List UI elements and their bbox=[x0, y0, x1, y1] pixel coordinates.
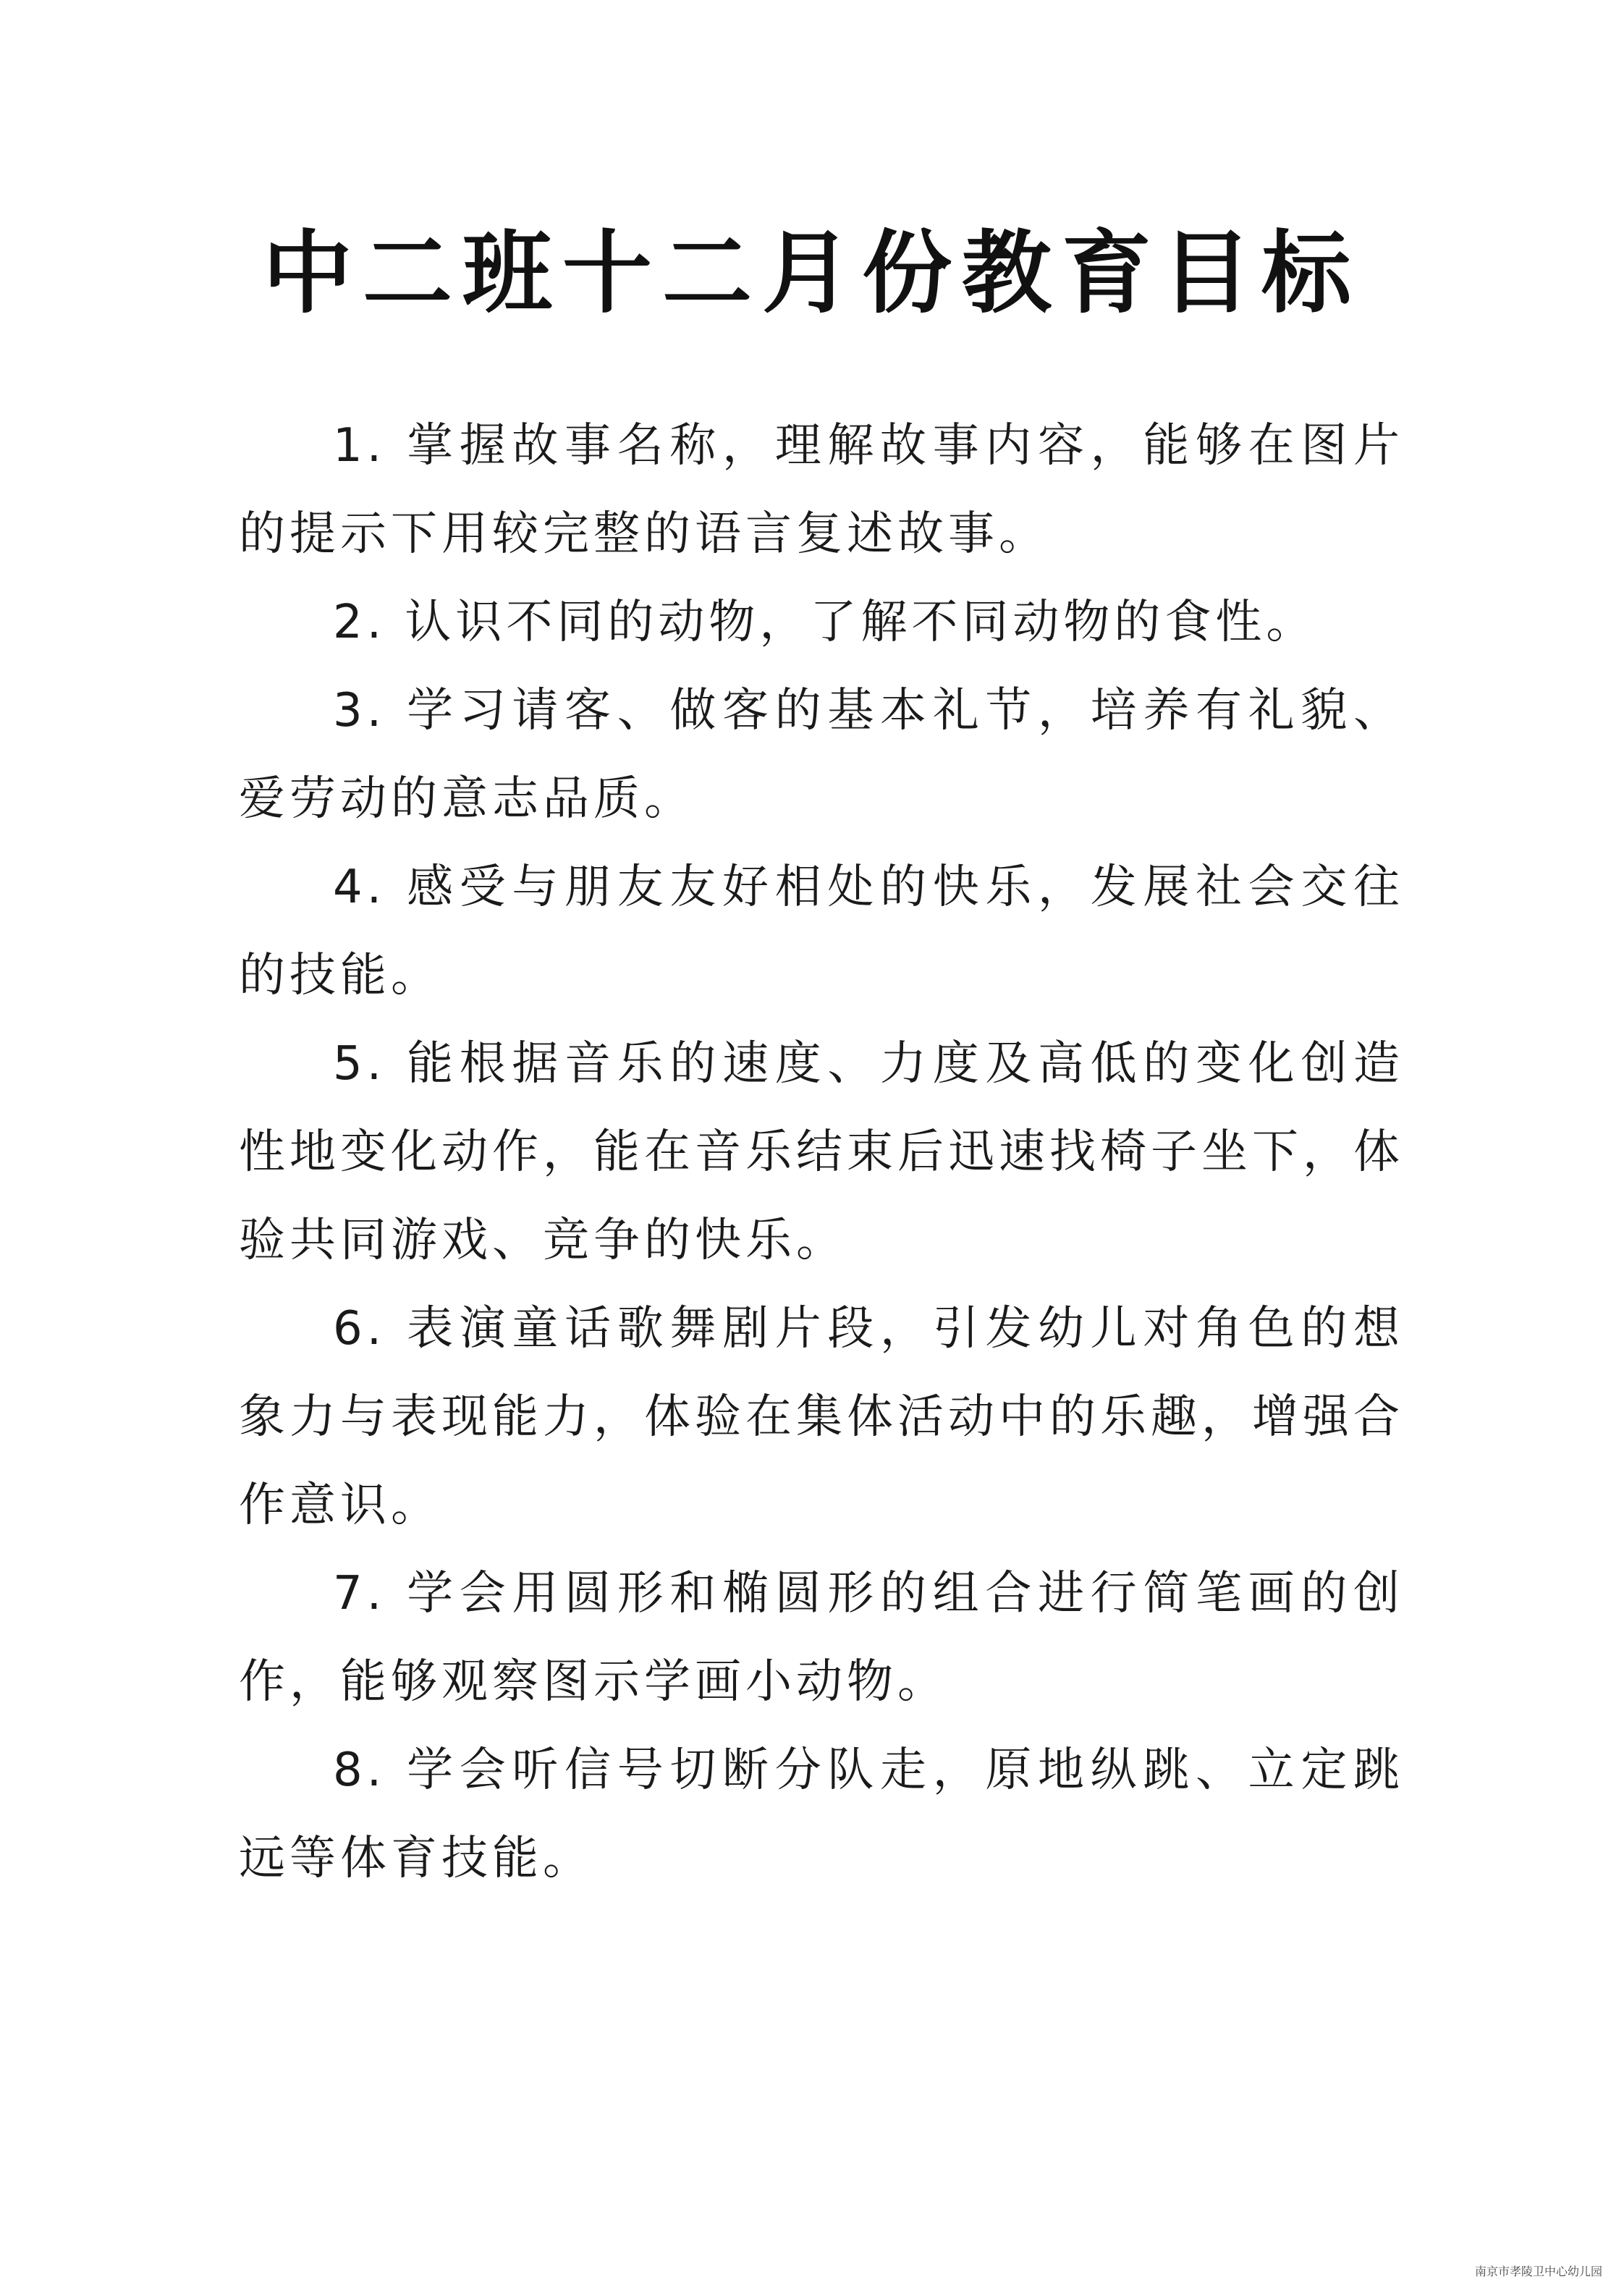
goal-item-7: 7. 学会用圆形和椭圆形的组合进行简笔画的创作，能够观察图示学画小动物。 bbox=[239, 1567, 1404, 1709]
goal-item-4: 4. 感受与朋友友好相处的快乐，发展社会交往的技能。 bbox=[239, 861, 1404, 1002]
goal-item-8: 8. 学会听信号切断分队走，原地纵跳、立定跳远等体育技能。 bbox=[239, 1743, 1404, 1885]
goal-item-6: 6. 表演童话歌舞剧片段，引发幼儿对角色的想象力与表现能力，体验在集体活动中的乐趣，增强合作意识。 bbox=[239, 1302, 1404, 1532]
goals-list bbox=[239, 402, 1404, 1903]
goal-item-2: 2. 认识不同的动物，了解不同动物的食性。 bbox=[333, 596, 1317, 649]
goal-item-1: 1. 掌握故事名称，理解故事内容，能够在图片的提示下用较完整的语言复述故事。 bbox=[239, 419, 1404, 561]
page-title: 中二班十二月份教育目标 bbox=[262, 221, 1361, 326]
footer-watermark: 南京市孝陵卫中心幼儿园 bbox=[1474, 2265, 1602, 2278]
goal-item-5: 5. 能根据音乐的速度、力度及高低的变化创造性地变化动作，能在音乐结束后迅速找椅子坐下，体验共同游戏、竞争的快乐。 bbox=[239, 1037, 1404, 1267]
goal-item-3: 3. 学习请客、做客的基本礼节，培养有礼貌、爱劳动的意志品质。 bbox=[239, 684, 1404, 826]
